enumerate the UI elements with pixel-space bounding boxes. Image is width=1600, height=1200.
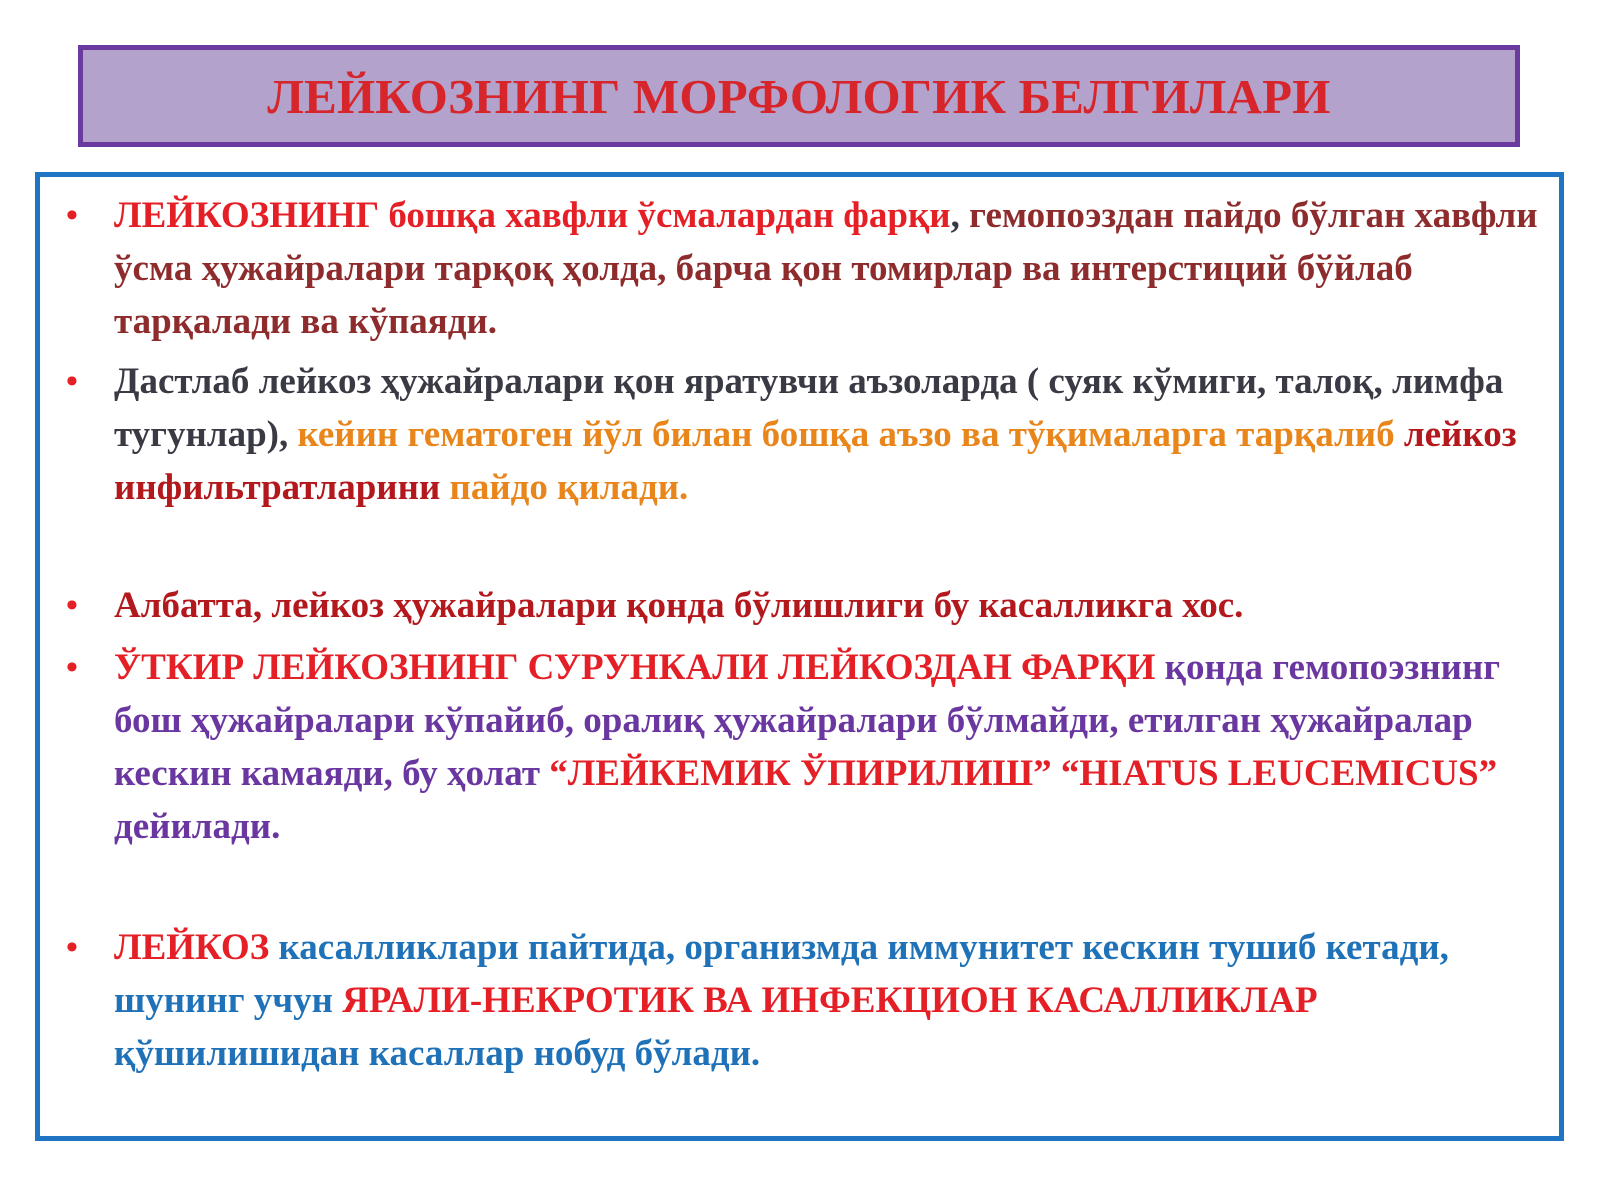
text-segment: қўшилишидан касаллар нобуд бўлади.	[114, 1033, 761, 1074]
bullet-dot-icon: •	[66, 197, 78, 234]
text-segment: Албатта, лейкоз ҳужайралари қонда бўлишлиги бу касалликга хос.	[114, 585, 1244, 626]
bullet-text	[114, 921, 1555, 1080]
text-segment: ЯРАЛИ-НЕКРОТИК ВА ИНФЕКЦИОН КАСАЛЛИКЛАР	[342, 980, 1318, 1021]
bullet-item	[60, 641, 1555, 853]
bullet-item	[60, 189, 1555, 348]
text-segment: касалликлари пайтида, организмда иммунитет кескин тушиб кетади, шунинг учун	[114, 927, 1449, 1021]
bullet-item	[60, 921, 1555, 1080]
text-segment: лейкоз инфильтратларини	[114, 414, 1517, 508]
bullet-text	[114, 189, 1555, 348]
text-segment: дейилади.	[114, 806, 281, 847]
bullet-text	[114, 641, 1555, 853]
text-segment: Дастлаб лейкоз ҳужайралари қон яратувчи аъзоларда ( суяк кўмиги, талоқ, лимфа тугунлар),	[114, 361, 1504, 455]
text-segment: “ЛЕЙКЕМИК ЎПИРИЛИШ” “HIATUS LEUCEMICUS”	[549, 753, 1498, 794]
slide-title: ЛЕЙКОЗНИНГ МОРФОЛОГИК БЕЛГИЛАРИ	[267, 68, 1331, 124]
text-segment: ,	[950, 195, 970, 236]
text-segment: пайдо қилади.	[449, 467, 689, 508]
bullet-text	[114, 355, 1555, 514]
bullet-item	[60, 355, 1555, 514]
text-segment: гемопоэздан пайдо бўлган хавфли ўсма ҳужайралари тарқоқ ҳолда, барча қон томирлар ва интерстиций бўйлаб тарқалади ва кўпаяди.	[114, 195, 1538, 342]
bullet-dot-icon: •	[66, 363, 78, 400]
bullet-dot-icon: •	[66, 649, 78, 686]
content-box	[35, 172, 1564, 1141]
text-segment: ЛЕЙКОЗ	[114, 927, 279, 968]
bullet-item	[60, 579, 1555, 632]
bullet-dot-icon: •	[66, 587, 78, 624]
text-segment: ЛЕЙКОЗНИНГ бошқа хавфли ўсмалардан фарқи	[114, 195, 951, 236]
text-segment: ЎТКИР ЛЕЙКОЗНИНГ СУРУНКАЛИ ЛЕЙКОЗДАН ФАРҚИ	[114, 647, 1165, 688]
text-segment: кейин гематоген йўл билан бошқа аъзо ва тўқималарга тарқалиб	[297, 414, 1404, 455]
bullet-text	[114, 579, 1555, 632]
slide-title-box	[78, 45, 1520, 147]
text-segment: қонда гемопоэзнинг бош ҳужайралари кўпайиб, оралиқ ҳужайралари бўлмайди, етилган ҳужайралар кескин камаяди, бу ҳолат	[114, 647, 1501, 794]
bullet-dot-icon: •	[66, 929, 78, 966]
